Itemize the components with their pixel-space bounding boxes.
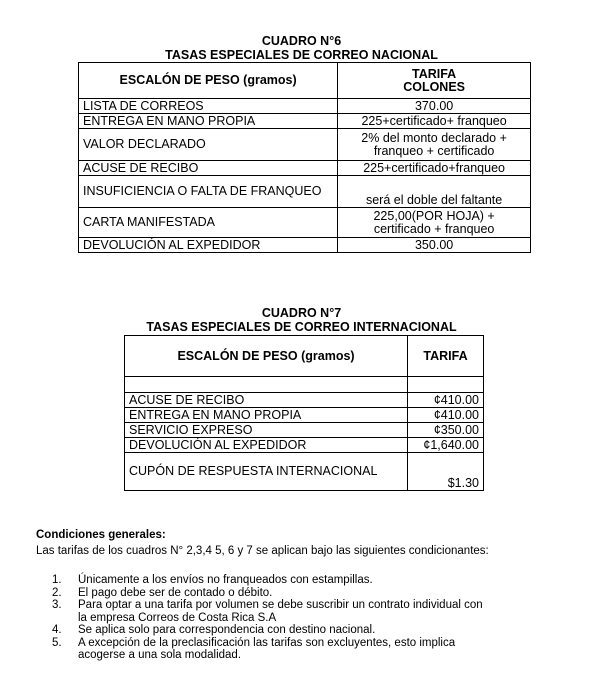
row-value-line: franqueo + certificado xyxy=(373,143,495,158)
row-label: CARTA MANIFESTADA xyxy=(79,208,338,238)
row-label xyxy=(125,377,408,393)
row-label: VALOR DECLARADO xyxy=(79,129,338,161)
header-tarifa: TARIFA xyxy=(408,336,484,377)
row-value: 350.00 xyxy=(338,238,531,253)
row-label: ENTREGA EN MANO PROPIA xyxy=(79,114,338,129)
table-header-row xyxy=(125,336,484,377)
table-row xyxy=(79,161,531,176)
list-item xyxy=(52,636,534,662)
list-item-text: la empresa Correos de Costa Rica S.A xyxy=(78,611,277,624)
list-item xyxy=(52,624,534,637)
row-value: ¢410.00 xyxy=(408,408,484,423)
list-item-number: 5. xyxy=(52,636,62,649)
list-item xyxy=(52,586,534,600)
table-row xyxy=(79,129,531,161)
row-value-line: 2% del monto declarado + xyxy=(361,130,507,145)
cuadro7-table xyxy=(124,335,484,491)
cuadro6-title: CUADRO N°6 xyxy=(261,34,342,48)
row-label: ACUSE DE RECIBO xyxy=(125,393,408,408)
header-escalon: ESCALÓN DE PESO (gramos) xyxy=(79,63,338,99)
conditions-list xyxy=(52,574,534,662)
row-value xyxy=(408,377,484,393)
list-item xyxy=(52,574,534,587)
list-item-text: El pago debe ser de contado o débito. xyxy=(78,586,273,599)
list-item-number: 3. xyxy=(52,599,62,611)
row-value: ¢1,640.00 xyxy=(408,438,484,453)
header-escalon: ESCALÓN DE PESO (gramos) xyxy=(125,336,408,377)
row-label: ACUSE DE RECIBO xyxy=(79,161,338,176)
row-value: 225+certificado+ franqueo xyxy=(338,114,531,129)
list-item-number: 1. xyxy=(52,574,62,586)
row-label: DEVOLUCIÓN AL EXPEDIDOR xyxy=(79,238,338,253)
list-item-number: 4. xyxy=(52,624,62,636)
row-label: CUPÓN DE RESPUESTA INTERNACIONAL xyxy=(125,453,408,491)
table-row xyxy=(79,99,531,114)
row-label: INSUFICIENCIA O FALTA DE FRANQUEO xyxy=(79,176,338,208)
table-row xyxy=(79,238,531,253)
cuadro6-subtitle: TASAS ESPECIALES DE CORREO NACIONAL xyxy=(165,48,438,62)
cuadro7-subtitle: TASAS ESPECIALES DE CORREO INTERNACIONAL xyxy=(146,320,457,334)
header-tarifa-line2: COLONES xyxy=(403,79,465,94)
table-row xyxy=(79,114,531,129)
row-value: ¢350.00 xyxy=(408,423,484,438)
row-label: DEVOLUCIÓN AL EXPEDIDOR xyxy=(125,438,408,453)
header-tarifa xyxy=(338,63,531,99)
list-item-text: Se aplica solo para correspondencia con destino nacional. xyxy=(78,624,376,636)
list-item-text: Únicamente a los envíos no franqueados con estampillas. xyxy=(78,574,373,586)
row-value: $1.30 xyxy=(408,453,484,491)
row-value: 370.00 xyxy=(338,99,531,114)
list-item-number: 2. xyxy=(52,586,62,599)
conditions-title: Condiciones generales: xyxy=(36,529,166,541)
table-row xyxy=(79,208,531,238)
table-header-row xyxy=(79,63,531,99)
table-row xyxy=(125,438,484,453)
row-label: SERVICIO EXPRESO xyxy=(125,423,408,438)
row-label: LISTA DE CORREOS xyxy=(79,99,338,114)
cuadro6-table xyxy=(78,62,531,253)
table-row xyxy=(125,408,484,423)
row-value: será el doble del faltante xyxy=(338,176,531,208)
table-row xyxy=(125,377,484,393)
list-item-text: A excepción de la preclasificación las tarifas son excluyentes, esto implica xyxy=(78,636,456,649)
list-item-text: Para optar a una tarifa por volumen se debe suscribir un contrato individual con xyxy=(78,599,483,611)
list-item xyxy=(52,599,534,624)
row-value xyxy=(338,129,531,161)
row-value xyxy=(338,208,531,238)
cuadro7-title: CUADRO N°7 xyxy=(261,306,342,320)
row-value: ¢410.00 xyxy=(408,393,484,408)
list-item-text: acogerse a una sola modalidad. xyxy=(78,649,242,661)
table-row xyxy=(79,176,531,208)
row-value-line: certificado + franqueo xyxy=(373,221,495,236)
table-row xyxy=(125,453,484,491)
header-tarifa-line1: TARIFA xyxy=(411,66,457,81)
table-row xyxy=(125,423,484,438)
row-label: ENTREGA EN MANO PROPIA xyxy=(125,408,408,423)
row-value: 225+certificado+franqueo xyxy=(338,161,531,176)
conditions-intro: Las tarifas de los cuadros N° 2,3,4 5, 6 y 7 se aplican bajo las siguientes condicionantes: xyxy=(36,545,489,557)
row-value-line: 225,00(POR HOJA) + xyxy=(373,208,495,223)
table-row xyxy=(125,393,484,408)
